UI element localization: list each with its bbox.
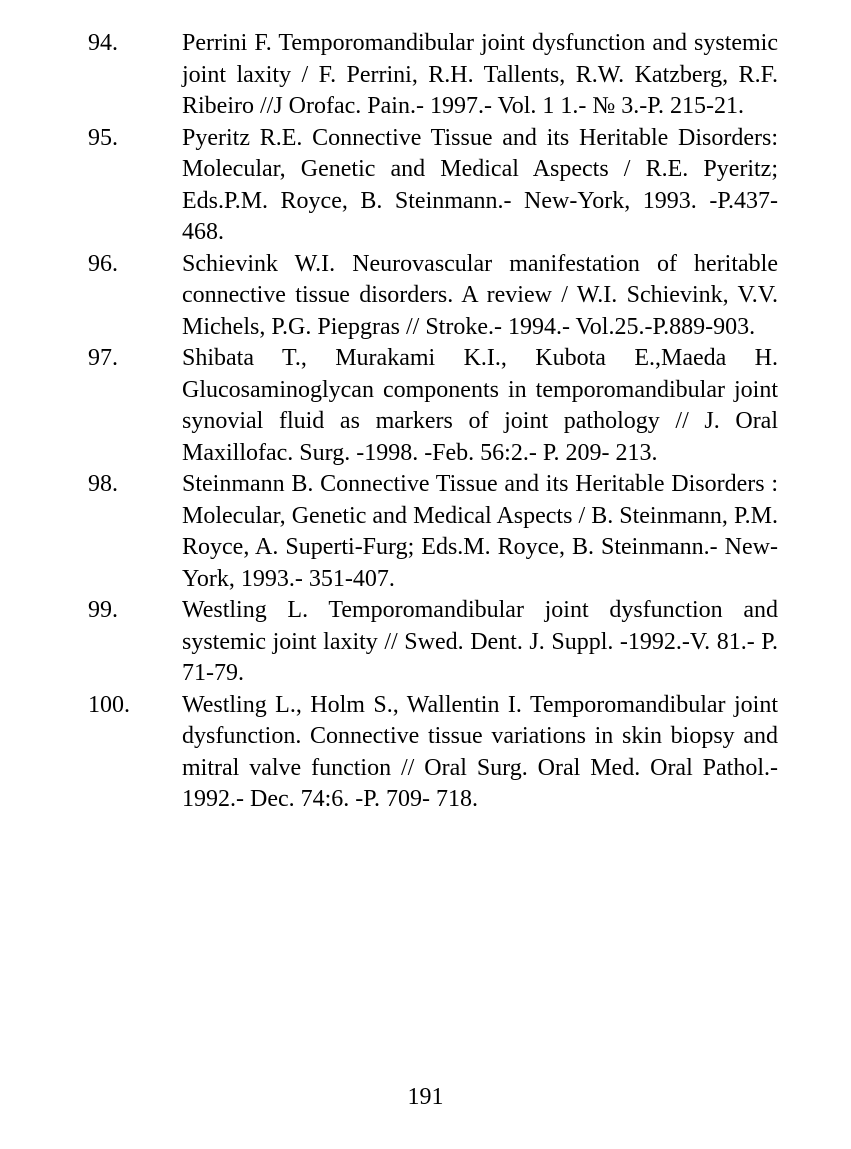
reference-text: Pyeritz R.E. Connective Tissue and its Heritable Disorders: Molecular, Genetic and Medical Aspects / R.E. Pyeritz; Eds.P.M. Royce, B. Steinmann.- New-York, 1993. -P.437-468. xyxy=(182,124,778,245)
reference-text: Westling L., Holm S., Wallentin I. Temporomandibular joint dysfunction. Connective tissue variations in skin biopsy and mitral valve function // Oral Surg. Oral Med. Oral Pathol.- 1992.- Dec. 74:6. -P. 709- 718. xyxy=(182,691,778,812)
reference-item xyxy=(88,595,778,690)
reference-number: 95. xyxy=(88,124,118,151)
reference-text: Shibata T., Murakami K.I., Kubota E.,Maeda H. Glucosaminoglycan components in temporomandibular joint synovial fluid as markers of joint pathology // J. Oral Maxillofac. Surg. -1998. -Feb. 56:2.- P. 209- 213. xyxy=(182,345,778,466)
reference-item xyxy=(88,249,778,344)
reference-text: Steinmann B. Connective Tissue and its Heritable Disorders : Molecular, Genetic and Medical Aspects / B. Steinmann, P.M. Royce, A. Superti-Furg; Eds.M. Royce, B. Steinmann.- New-York, 1993.- 351-407. xyxy=(182,471,778,592)
reference-item xyxy=(88,123,778,249)
reference-number: 96. xyxy=(88,250,118,277)
reference-text: Schievink W.I. Neurovascular manifestation of heritable connective tissue disorders. A review / W.I. Schievink, V.V. Michels, P.G. Piepgras // Stroke.- 1994.- Vol.25.-P.889-903. xyxy=(182,250,778,340)
reference-number: 98. xyxy=(88,471,118,497)
reference-item xyxy=(88,469,778,595)
reference-number: 97. xyxy=(88,345,118,371)
reference-number: 94. xyxy=(88,30,118,56)
reference-number: 99. xyxy=(88,597,118,623)
reference-item xyxy=(88,343,778,469)
page-number: 191 xyxy=(407,1084,444,1110)
reference-item xyxy=(88,28,778,123)
reference-item xyxy=(88,690,778,816)
reference-text: Westling L. Temporomandibular joint dysfunction and systemic joint laxity // Swed. Dent. J. Suppl. -1992.-V. 81.- P. 71-79. xyxy=(182,597,778,686)
reference-number: 100. xyxy=(88,691,130,718)
reference-list xyxy=(88,28,778,816)
reference-text: Perrini F. Temporomandibular joint dysfunction and systemic joint laxity / F. Perrini, R.H. Tallents, R.W. Katzberg, R.F. Ribeiro //J Orofac. Pain.- 1997.- Vol. 1 1.- № 3.-P. 215-21. xyxy=(182,30,778,119)
